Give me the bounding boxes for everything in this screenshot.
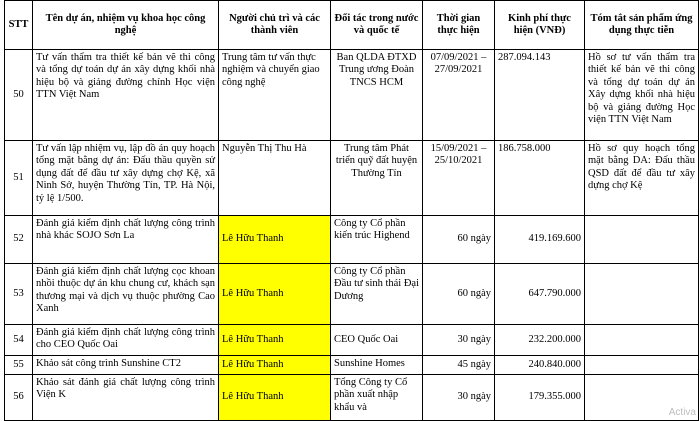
row-stt: 54 — [5, 325, 33, 356]
row-stt: 50 — [5, 50, 33, 141]
row-time: 60 ngày — [423, 216, 495, 264]
row-summary — [585, 325, 699, 356]
row-cost: 240.840.000 — [495, 356, 585, 375]
row-cost: 419.169.600 — [495, 216, 585, 264]
row-stt: 51 — [5, 141, 33, 216]
row-partner: CEO Quốc Oai — [331, 325, 423, 356]
row-time: 30 ngày — [423, 325, 495, 356]
row-summary: Hồ sơ tư vấn thẩm tra thiết kế bản vẽ thi công và tổng dự toán dự án Xây dựng khối nhà hiệu bộ và giảng đường Học viện TTN Việt Nam — [585, 50, 699, 141]
header-stt: STT — [5, 1, 33, 50]
row-cost: 186.758.000 — [495, 141, 585, 216]
table-row — [5, 375, 699, 421]
row-person: Nguyễn Thị Thu Hà — [219, 141, 331, 216]
header-person: Người chủ trì và các thành viên — [219, 1, 331, 50]
row-time: 07/09/2021 – 27/09/2021 — [423, 50, 495, 141]
header-partner: Đối tác trong nước và quốc tế — [331, 1, 423, 50]
row-person: Lê Hữu Thanh — [219, 375, 331, 421]
row-person: Trung tâm tư vấn thực nghiệm và chuyển giao công nghệ — [219, 50, 331, 141]
row-cost: 647.790.000 — [495, 264, 585, 325]
project-table — [4, 0, 699, 421]
row-time: 30 ngày — [423, 375, 495, 421]
row-stt: 56 — [5, 375, 33, 421]
row-project: Tư vấn lập nhiệm vụ, lập đồ án quy hoạch tổng mặt bằng dự án: Đấu thầu quyền sử dụng đất để đầu tư xây dựng chợ Kệ, xã Ninh Sở, huyện Thường Tín, TP. Hà Nội, tỷ lệ 1/500. — [33, 141, 219, 216]
table-row — [5, 356, 699, 375]
row-cost: 232.200.000 — [495, 325, 585, 356]
row-person: Lê Hữu Thanh — [219, 356, 331, 375]
row-partner: Công ty Cổ phần Đầu tư sinh thái Đại Dương — [331, 264, 423, 325]
row-stt: 53 — [5, 264, 33, 325]
header-project: Tên dự án, nhiệm vụ khoa học công nghệ — [33, 1, 219, 50]
row-stt: 55 — [5, 356, 33, 375]
row-summary — [585, 356, 699, 375]
row-time: 15/09/2021 – 25/10/2021 — [423, 141, 495, 216]
row-time: 45 ngày — [423, 356, 495, 375]
row-partner: Tổng Công ty Cổ phần xuất nhập khẩu và — [331, 375, 423, 421]
row-stt: 52 — [5, 216, 33, 264]
row-partner: Trung tâm Phát triển quỹ đất huyện Thường Tín — [331, 141, 423, 216]
table-row — [5, 264, 699, 325]
row-partner: Ban QLDA ĐTXD Trung ương Đoàn TNCS HCM — [331, 50, 423, 141]
header-cost: Kinh phí thực hiện (VNĐ) — [495, 1, 585, 50]
row-project: Đánh giá kiểm định chất lượng công trình nhà khác SOJO Sơn La — [33, 216, 219, 264]
table-row — [5, 325, 699, 356]
row-project: Tư vấn thẩm tra thiết kế bản vẽ thi công và tổng dự toán dự án xây dựng khối nhà hiệu bộ và giảng đường chính Học viện TTN Việt Nam — [33, 50, 219, 141]
row-project: Đánh giá kiểm định chất lượng công trình cho CEO Quốc Oai — [33, 325, 219, 356]
table-row — [5, 216, 699, 264]
row-project: Khảo sát công trình Sunshine CT2 — [33, 356, 219, 375]
table-row — [5, 141, 699, 216]
header-time: Thời gian thực hiện — [423, 1, 495, 50]
row-summary: Hồ sơ quy hoạch tổng mặt bằng DA: Đấu thầu QSD đất để đầu tư xây dựng chợ Kệ — [585, 141, 699, 216]
row-cost: 179.355.000 — [495, 375, 585, 421]
table-row — [5, 50, 699, 141]
row-person: Lê Hữu Thanh — [219, 216, 331, 264]
row-time: 60 ngày — [423, 264, 495, 325]
header-row — [5, 1, 699, 50]
row-partner: Công ty Cổ phần kiến trúc Highend — [331, 216, 423, 264]
row-summary — [585, 216, 699, 264]
row-cost: 287.094.143 — [495, 50, 585, 141]
row-summary — [585, 264, 699, 325]
row-project: Đánh giá kiểm định chất lượng cọc khoan nhồi thuộc dự án khu chung cư, khách sạn thương mại và dịch vụ thuộc phường Cao Xanh — [33, 264, 219, 325]
row-project: Khảo sát đánh giá chất lượng công trình Viện K — [33, 375, 219, 421]
row-person: Lê Hữu Thanh — [219, 264, 331, 325]
activation-watermark: Activa — [669, 407, 696, 418]
row-partner: Sunshine Homes — [331, 356, 423, 375]
header-summary: Tóm tắt sản phẩm ứng dụng thực tiễn — [585, 1, 699, 50]
row-person: Lê Hữu Thanh — [219, 325, 331, 356]
